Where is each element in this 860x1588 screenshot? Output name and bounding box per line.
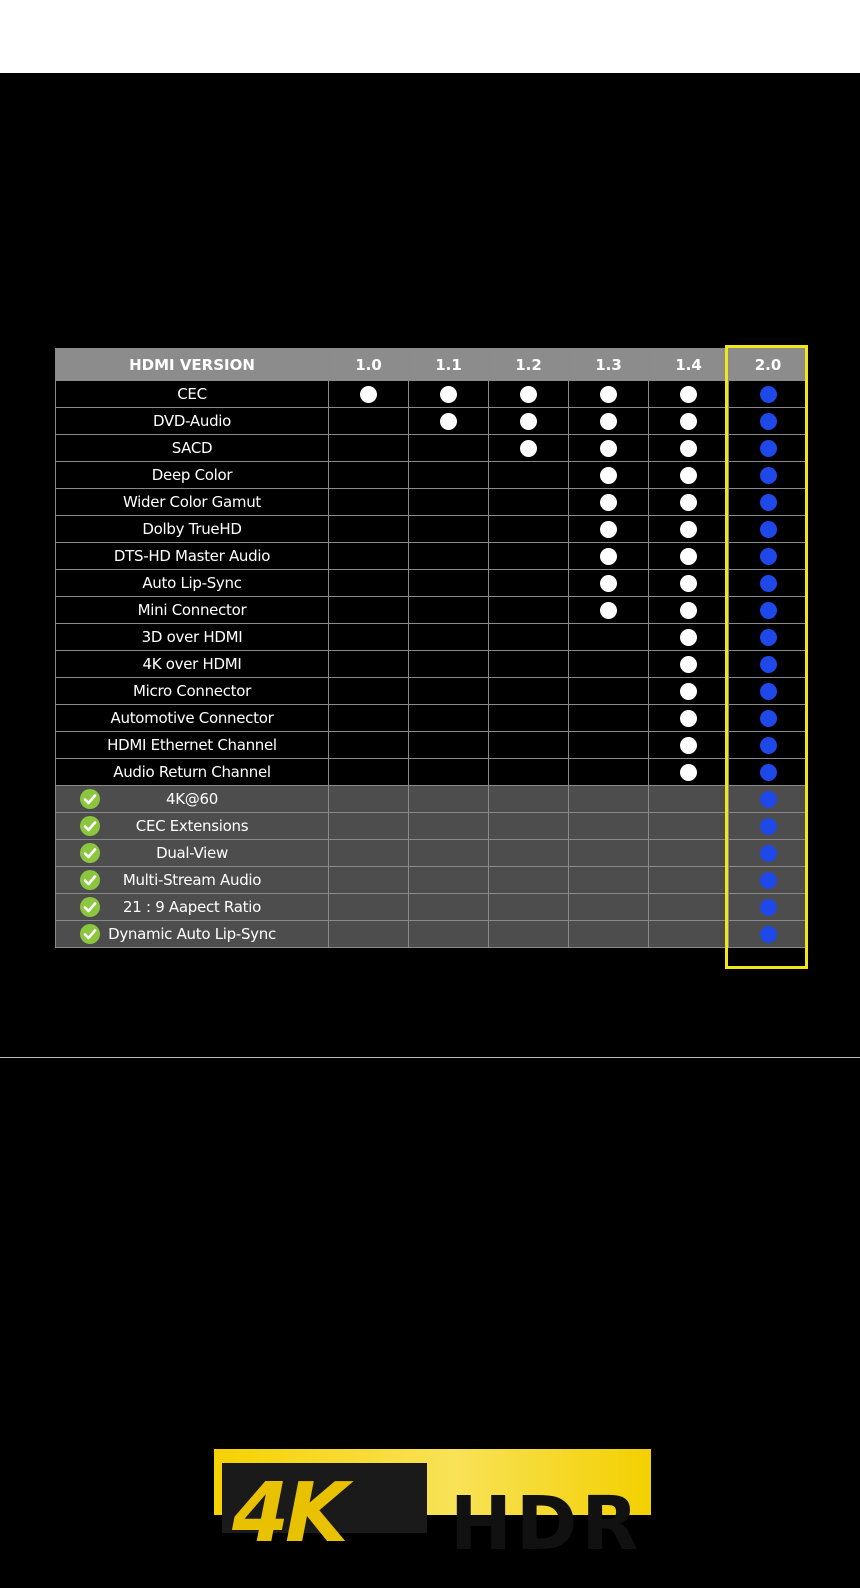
version-cell [409,813,489,840]
feature-label: 4K over HDMI [142,655,242,673]
feature-label-wrap [56,601,328,619]
supported-dot [680,386,697,403]
table-row [56,894,808,921]
feature-label: Dynamic Auto Lip-Sync [108,925,276,943]
version-cell [649,894,729,921]
feature-label-wrap [56,736,328,754]
version-cell [729,867,808,894]
version-cell [649,867,729,894]
feature-cell [56,381,329,408]
table-row [56,435,808,462]
header-cell: 1.0 [329,349,409,381]
version-cell [569,813,649,840]
version-cell [409,543,489,570]
feature-label-wrap [56,709,328,727]
version-cell [729,381,808,408]
table-row [56,408,808,435]
table-row [56,462,808,489]
version-cell [649,921,729,948]
supported-dot [440,413,457,430]
version-cell [729,705,808,732]
table-row [56,516,808,543]
supported-dot [680,548,697,565]
version-cell [329,408,409,435]
version-cell [489,921,569,948]
version-cell [649,678,729,705]
version-cell [649,435,729,462]
supported-dot-v20 [760,521,777,538]
header-cell: 1.2 [489,349,569,381]
table-row [56,597,808,624]
version-cell [569,921,649,948]
compat-subtitle: 2.0버전의 추가된 기능살펴보자! [277,258,583,283]
version-cell [409,759,489,786]
version-cell [569,678,649,705]
check-icon [80,897,100,917]
supported-dot [600,521,617,538]
feature-label: Automotive Connector [110,709,274,727]
supported-dot [680,656,697,673]
supported-dot-v20 [760,899,777,916]
supported-dot-v20 [760,386,777,403]
supported-dot-v20 [760,440,777,457]
supported-dot-v20 [760,818,777,835]
version-cell [489,651,569,678]
supported-dot [680,575,697,592]
version-cell [409,732,489,759]
version-cell [649,705,729,732]
version-cell [489,759,569,786]
hdr-description [0,1226,860,1324]
supported-dot [680,440,697,457]
supported-dot [680,494,697,511]
table-row [56,786,808,813]
feature-label-wrap [56,871,328,889]
version-cell [729,759,808,786]
version-cell [569,705,649,732]
version-cell [409,435,489,462]
version-cell [649,516,729,543]
feature-cell [56,597,329,624]
version-cell [569,597,649,624]
feature-cell [56,732,329,759]
version-cell [409,840,489,867]
compat-desc-line: 가지고 계신 사용자들도 안심하고 구입하실 수 있습니다. [266,222,594,239]
version-cell [569,732,649,759]
version-cell [489,894,569,921]
version-cell [329,840,409,867]
version-cell [329,759,409,786]
check-icon [80,924,100,944]
feature-label: CEC Extensions [135,817,249,835]
version-cell [409,678,489,705]
table-row [56,543,808,570]
version-cell [409,705,489,732]
feature-label: CEC [177,385,207,403]
table-row [56,489,808,516]
feature-label: SACD [171,439,213,457]
compat-table-title: HDMI v2.0 호환성도표 [217,113,643,159]
feature-label-wrap [56,898,328,916]
supported-dot-v20 [760,683,777,700]
version-cell [489,462,569,489]
version-cell [649,840,729,867]
header-cell: 1.1 [409,349,489,381]
feature-cell [56,894,329,921]
feature-label-wrap [56,574,328,592]
version-cell [649,543,729,570]
version-cell [569,435,649,462]
feature-cell [56,624,329,651]
version-cell [489,732,569,759]
check-icon [80,870,100,890]
version-cell [729,597,808,624]
version-cell [409,489,489,516]
feature-label-wrap [56,817,328,835]
supported-dot-v20 [760,926,777,943]
supported-dot [600,440,617,457]
version-cell [569,516,649,543]
feature-label-wrap [56,790,328,808]
table-header-row [56,349,808,381]
version-cell [649,624,729,651]
feature-cell [56,570,329,597]
feature-label-wrap [56,655,328,673]
version-cell [569,462,649,489]
version-cell [729,408,808,435]
feature-label: 3D over HDMI [141,628,243,646]
feature-label-wrap [56,925,328,943]
check-icon [80,843,100,863]
version-cell [329,489,409,516]
version-cell [409,894,489,921]
feature-label: Deep Color [151,466,233,484]
feature-label: Audio Return Channel [113,763,271,781]
feature-cell [56,759,329,786]
4k-hdr-logo [214,1449,651,1567]
version-cell [649,597,729,624]
supported-dot [520,440,537,457]
compat-desc-line: HDMI 1.4 버전의 HDMI Ethernet채널과 오디오리턴 채널을 지원하지 못하는 기기를 [181,203,679,219]
table-row [56,840,808,867]
version-cell [329,894,409,921]
version-cell [409,462,489,489]
version-cell [729,786,808,813]
supported-dot [520,386,537,403]
feature-cell [56,651,329,678]
supported-dot [600,413,617,430]
version-cell [729,678,808,705]
hdr-desc-line: 영상을 감상할 수 있습니다. [350,1305,510,1321]
supported-dot-v20 [760,872,777,889]
version-cell [649,489,729,516]
version-cell [489,408,569,435]
supported-dot-v20 [760,764,777,781]
version-cell [729,624,808,651]
version-cell [649,732,729,759]
version-cell [649,651,729,678]
hdr-desc-line: 어두운 부분을 밝게 표현하는 등 더욱 개선된 영상으로 실시간으로 보정하여 시청이 가능합니다. [152,1246,708,1263]
version-cell [729,921,808,948]
version-cell [729,435,808,462]
version-cell [329,381,409,408]
feature-label: Dolby TrueHD [142,520,242,538]
version-cell [649,570,729,597]
version-cell [649,759,729,786]
version-cell [729,570,808,597]
feature-label: Micro Connector [132,682,251,700]
header-cell: 2.0 [729,349,808,381]
feature-label-wrap [56,466,328,484]
version-cell [569,894,649,921]
version-cell [489,435,569,462]
hdr-subtitle: 명암비 및 컬러 확장으로 더욱 사실적인 화면 [225,1343,635,1368]
feature-label-wrap [56,412,328,430]
version-cell [489,813,569,840]
feature-label-wrap [56,385,328,403]
supported-dot [680,413,697,430]
version-cell [329,570,409,597]
feature-label: 4K@60 [166,790,218,808]
version-cell [729,543,808,570]
table-row [56,921,808,948]
feature-cell [56,813,329,840]
supported-dot [680,602,697,619]
supported-dot-v20 [760,845,777,862]
check-icon [80,816,100,836]
version-cell [649,813,729,840]
feature-label-wrap [56,682,328,700]
header-cell: 1.4 [649,349,729,381]
hdr-desc-line: 디스플레이 재생장치, 케이블에서 HDMI 2.0을 지원하게 되면 HDR 기술을 적용하여 더욱 개선된 [148,1285,712,1302]
feature-label-wrap [56,547,328,565]
version-cell [569,381,649,408]
top-blank-area [0,0,860,73]
feature-cell [56,462,329,489]
version-cell [489,570,569,597]
table-row [56,813,808,840]
version-cell [329,678,409,705]
supported-dot-v20 [760,629,777,646]
version-cell [569,543,649,570]
feature-label-wrap [56,439,328,457]
version-cell [649,462,729,489]
logo-4k-text: 4K [232,1466,345,1561]
hdmi-compat-table [55,348,808,948]
section-divider [0,1057,860,1058]
logo-hdr-text: HDR [450,1481,643,1567]
supported-dot [680,683,697,700]
version-cell [729,813,808,840]
compat-desc-line: HDMI 2.0 케이블에서 추가된 중요한 기능인 멀티 스트림 32채널 사운드, 4K@60프레임 [172,183,688,200]
version-cell [649,408,729,435]
version-cell [329,462,409,489]
version-cell [649,381,729,408]
version-cell [329,435,409,462]
header-cell: HDMI VERSION [56,349,329,381]
version-cell [489,489,569,516]
supported-dot [680,764,697,781]
feature-cell [56,408,329,435]
feature-label: HDMI Ethernet Channel [107,736,277,754]
version-cell [329,732,409,759]
version-cell [329,597,409,624]
feature-label-wrap [56,628,328,646]
feature-label: Auto Lip-Sync [142,574,242,592]
version-cell [569,759,649,786]
table-row [56,381,808,408]
version-cell [409,381,489,408]
supported-dot-v20 [760,467,777,484]
supported-dot-v20 [760,548,777,565]
feature-cell [56,435,329,462]
version-cell [329,921,409,948]
feature-label: Wider Color Gamut [122,493,261,511]
version-cell [569,651,649,678]
feature-cell [56,489,329,516]
version-cell [729,894,808,921]
supported-dot-v20 [760,791,777,808]
check-icon [80,789,100,809]
feature-label: 21 : 9 Aapect Ratio [123,898,261,916]
table-row [56,732,808,759]
table-row [56,651,808,678]
version-cell [729,462,808,489]
version-cell [329,516,409,543]
supported-dot [440,386,457,403]
version-cell [409,597,489,624]
version-cell [409,516,489,543]
hdr-section-title: 4K HDR 지원으로 실사와 같은 디테일 [107,1177,753,1223]
version-cell [329,624,409,651]
version-cell [729,732,808,759]
supported-dot [520,413,537,430]
version-cell [569,624,649,651]
version-cell [569,408,649,435]
feature-label-wrap [56,520,328,538]
version-cell [489,381,569,408]
feature-cell [56,921,329,948]
supported-dot-v20 [760,602,777,619]
feature-cell [56,840,329,867]
version-cell [569,489,649,516]
supported-dot [360,386,377,403]
feature-label: Dual-View [156,844,228,862]
supported-dot [600,548,617,565]
version-cell [409,624,489,651]
supported-dot [680,521,697,538]
supported-dot [600,467,617,484]
feature-cell [56,678,329,705]
table-row [56,570,808,597]
supported-dot-v20 [760,494,777,511]
feature-cell [56,516,329,543]
header-cell: 1.3 [569,349,649,381]
version-cell [489,597,569,624]
version-cell [409,408,489,435]
version-cell [329,867,409,894]
table-row [56,624,808,651]
version-cell [489,516,569,543]
table-row [56,867,808,894]
supported-dot-v20 [760,575,777,592]
version-cell [409,651,489,678]
feature-label-wrap [56,844,328,862]
version-cell [649,786,729,813]
supported-dot [600,386,617,403]
compat-description [0,163,860,241]
supported-dot [680,467,697,484]
feature-label: DTS-HD Master Audio [113,547,271,565]
feature-label: Multi-Stream Audio [122,871,262,889]
version-cell [729,651,808,678]
version-cell [489,705,569,732]
supported-dot [680,629,697,646]
version-cell [489,867,569,894]
version-cell [329,786,409,813]
supported-dot [600,494,617,511]
version-cell [329,543,409,570]
supported-dot-v20 [760,710,777,727]
version-cell [729,489,808,516]
version-cell [489,543,569,570]
compat-desc-line: HDMI 2.0케이블은 1.0~1.4를 지원하는 구형 HDMI 기기와 완벽한 호환됩니다. [196,164,664,180]
version-cell [489,840,569,867]
supported-dot-v20 [760,737,777,754]
feature-cell [56,543,329,570]
version-cell [569,570,649,597]
feature-cell [56,867,329,894]
version-cell [409,570,489,597]
version-cell [489,786,569,813]
feature-label: DVD-Audio [152,412,232,430]
version-cell [329,813,409,840]
table-row [56,759,808,786]
version-cell [489,624,569,651]
hdr-desc-line: 이를 위해 재생 및 전송되는 영상 신호에 HDR정보가 같이 저장되어 송출되며, 이를 재생하는 [161,1266,699,1282]
version-cell [569,867,649,894]
supported-dot-v20 [760,413,777,430]
version-cell [569,840,649,867]
supported-dot-v20 [760,656,777,673]
version-cell [329,651,409,678]
version-cell [729,516,808,543]
version-cell [409,867,489,894]
version-cell [489,678,569,705]
supported-dot [600,575,617,592]
hdr-desc-line: HDR이 적용된 영상 콘텐츠는 일반 영상 대비 디테일이 더욱 향상되고 밝은 부분의 노출을 낮추거나 [142,1227,718,1243]
supported-dot [680,710,697,727]
feature-label-wrap [56,763,328,781]
feature-label-wrap [56,493,328,511]
version-cell [569,786,649,813]
version-cell [329,705,409,732]
version-cell [409,921,489,948]
supported-dot [680,737,697,754]
version-cell [409,786,489,813]
feature-cell [56,705,329,732]
version-cell [729,840,808,867]
table-row [56,678,808,705]
supported-dot [600,602,617,619]
feature-cell [56,786,329,813]
feature-label: Mini Connector [137,601,247,619]
table-row [56,705,808,732]
